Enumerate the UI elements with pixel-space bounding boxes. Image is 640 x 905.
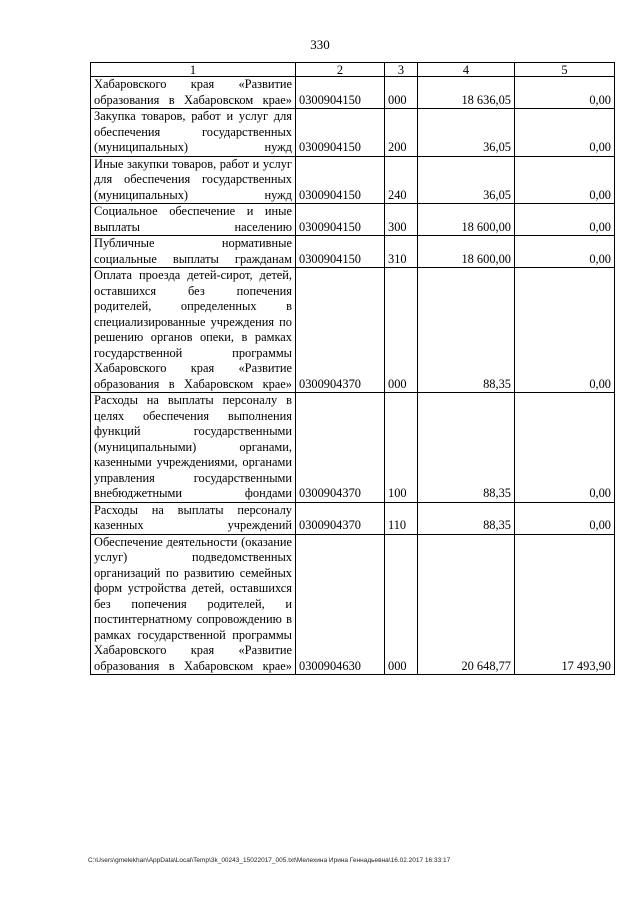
header-row xyxy=(91,63,615,77)
amount-col5: 0,00 xyxy=(515,268,615,393)
page-number: 330 xyxy=(310,37,330,52)
target-code: 0300904150 xyxy=(296,236,385,268)
row-description: Оплата проезда детей-сирот, детей, оставшихся без попечения родителей, определенных в специализированные учреждения по решению органов опеки, в рамках государственной программы Хабаровского края «Развитие образования в Хабаровском крае» xyxy=(91,268,296,393)
amount-col4: 18 636,05 xyxy=(418,77,515,109)
table-row xyxy=(91,393,615,503)
expense-kind: 100 xyxy=(385,393,418,503)
target-code: 0300904150 xyxy=(296,109,385,157)
table-row xyxy=(91,204,615,236)
amount-col4: 36,05 xyxy=(418,109,515,157)
table-row xyxy=(91,109,615,157)
col-header-3: 3 xyxy=(385,63,418,77)
target-code: 0300904630 xyxy=(296,534,385,675)
expense-kind: 000 xyxy=(385,77,418,109)
amount-col4: 18 600,00 xyxy=(418,204,515,236)
table-row xyxy=(91,502,615,534)
amount-col4: 88,35 xyxy=(418,502,515,534)
target-code: 0300904370 xyxy=(296,268,385,393)
row-description: Обеспечение деятельности (оказание услуг) подведомственных организаций по развитию семейных форм устройства детей, оставшихся без попечения родителей, и постинтернатному сопровождению в рамках государственной программы Хабаровского края «Развитие образования в Хабаровском крае» xyxy=(91,534,296,675)
table-row xyxy=(91,268,615,393)
amount-col5: 0,00 xyxy=(515,109,615,157)
amount-col4: 36,05 xyxy=(418,156,515,204)
row-description: Расходы на выплаты персоналу казенных учреждений xyxy=(91,502,296,534)
target-code: 0300904370 xyxy=(296,393,385,503)
expense-kind: 000 xyxy=(385,268,418,393)
amount-col5: 0,00 xyxy=(515,77,615,109)
amount-col5: 0,00 xyxy=(515,502,615,534)
col-header-4: 4 xyxy=(418,63,515,77)
amount-col4: 88,35 xyxy=(418,268,515,393)
row-description: Социальное обеспечение и иные выплаты населению xyxy=(91,204,296,236)
expense-kind: 000 xyxy=(385,534,418,675)
row-description: Закупка товаров, работ и услуг для обеспечения государственных (муниципальных) нужд xyxy=(91,109,296,157)
target-code: 0300904370 xyxy=(296,502,385,534)
target-code: 0300904150 xyxy=(296,156,385,204)
expense-kind: 200 xyxy=(385,109,418,157)
expense-kind: 240 xyxy=(385,156,418,204)
table-row xyxy=(91,156,615,204)
amount-col4: 88,35 xyxy=(418,393,515,503)
row-description: Хабаровского края «Развитие образования в Хабаровском крае» xyxy=(91,77,296,109)
expense-kind: 300 xyxy=(385,204,418,236)
amount-col4: 20 648,77 xyxy=(418,534,515,675)
expense-kind: 110 xyxy=(385,502,418,534)
row-description: Иные закупки товаров, работ и услуг для обеспечения государственных (муниципальных) нужд xyxy=(91,156,296,204)
amount-col5: 0,00 xyxy=(515,156,615,204)
expense-kind: 310 xyxy=(385,236,418,268)
table-row xyxy=(91,77,615,109)
table-row xyxy=(91,236,615,268)
amount-col5: 17 493,90 xyxy=(515,534,615,675)
amount-col5: 0,00 xyxy=(515,393,615,503)
file-path-footer: C:\Users\gmelekhan\AppData\Local\Temp\3k_00243_15022017_005.txt\Мелехина Ирина Геннадьевна\16.02.2017 16:33:17 xyxy=(88,857,451,864)
target-code: 0300904150 xyxy=(296,204,385,236)
amount-col4: 18 600,00 xyxy=(418,236,515,268)
row-description: Публичные нормативные социальные выплаты гражданам xyxy=(91,236,296,268)
target-code: 0300904150 xyxy=(296,77,385,109)
col-header-2: 2 xyxy=(296,63,385,77)
row-description: Расходы на выплаты персоналу в целях обеспечения выполнения функций государственными (муниципальными) органами, казенными учреждениями, органами управления государственными внебюджетными фондами xyxy=(91,393,296,503)
col-header-1: 1 xyxy=(91,63,296,77)
amount-col5: 0,00 xyxy=(515,236,615,268)
amount-col5: 0,00 xyxy=(515,204,615,236)
table-row xyxy=(91,534,615,675)
col-header-5: 5 xyxy=(515,63,615,77)
budget-table xyxy=(90,62,615,675)
